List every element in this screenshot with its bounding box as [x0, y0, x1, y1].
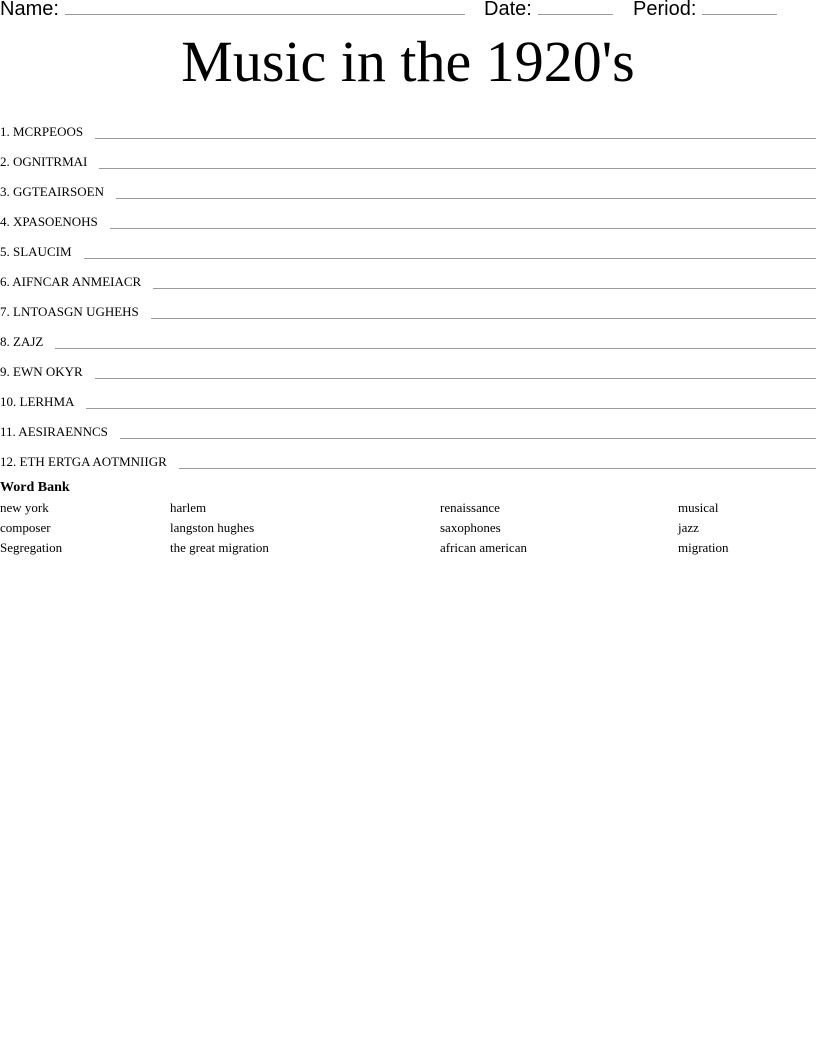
- answer-line: [179, 468, 816, 469]
- scramble-item: [0, 201, 816, 231]
- word-bank-word: saxophones: [440, 520, 501, 535]
- word-bank-word: migration: [678, 540, 729, 555]
- scramble-item: [0, 291, 816, 321]
- period-blank: [702, 0, 777, 15]
- word-bank-word: african american: [440, 540, 527, 555]
- scramble-item: [0, 411, 816, 441]
- scramble-label: 3. GGTEAIRSOEN: [0, 184, 104, 199]
- answer-line: [110, 228, 816, 229]
- scramble-item: [0, 261, 816, 291]
- date-field: [484, 0, 613, 20]
- scramble-label: 11. AESIRAENNCS: [0, 424, 108, 439]
- scramble-item: [0, 441, 816, 471]
- word-bank-word: new york: [0, 500, 49, 515]
- word-bank-word: langston hughes: [170, 520, 255, 535]
- answer-line: [151, 318, 816, 319]
- word-bank-word: musical: [678, 500, 719, 515]
- scramble-label: 12. ETH ERTGA AOTMNIIGR: [0, 454, 167, 469]
- answer-line: [116, 198, 816, 199]
- period-field: [633, 0, 777, 20]
- scramble-label: 10. LERHMA: [0, 394, 75, 409]
- answer-line: [99, 168, 816, 169]
- date-label: Date:: [484, 0, 532, 20]
- scramble-label: 9. EWN OKYR: [0, 364, 83, 379]
- scramble-label: 2. OGNITRMAI: [0, 154, 88, 169]
- scramble-item: [0, 321, 816, 351]
- word-bank: [0, 479, 816, 559]
- word-bank-word: the great migration: [170, 540, 269, 555]
- scramble-list: [0, 111, 816, 471]
- word-bank-word: Segregation: [0, 540, 63, 555]
- scramble-item: [0, 141, 816, 171]
- word-bank-word: jazz: [678, 520, 699, 535]
- header: [0, 0, 816, 24]
- word-bank-word: composer: [0, 520, 51, 535]
- scramble-item: [0, 381, 816, 411]
- date-blank: [538, 0, 613, 15]
- scramble-label: 5. SLAUCIM: [0, 244, 72, 259]
- word-bank-row: [0, 499, 816, 519]
- scramble-label: 1. MCRPEOOS: [0, 124, 84, 139]
- name-label: Name:: [0, 0, 59, 20]
- scramble-item: [0, 231, 816, 261]
- answer-line: [120, 438, 816, 439]
- word-bank-row: [0, 539, 816, 559]
- page-title: Music in the 1920's: [181, 29, 635, 94]
- word-bank-word: renaissance: [440, 500, 500, 515]
- word-bank-row: [0, 519, 816, 539]
- answer-line: [84, 258, 816, 259]
- name-blank: [65, 0, 465, 15]
- answer-line: [55, 348, 816, 349]
- answer-line: [95, 378, 816, 379]
- scramble-label: 7. LNTOASGN UGHEHS: [0, 304, 139, 319]
- scramble-label: 6. AIFNCAR ANMEIACR: [0, 274, 142, 289]
- period-label: Period:: [633, 0, 697, 20]
- scramble-item: [0, 351, 816, 381]
- scramble-item: [0, 171, 816, 201]
- answer-line: [95, 138, 816, 139]
- word-bank-title: Word Bank: [0, 480, 70, 495]
- answer-line: [153, 288, 816, 289]
- name-field: [0, 0, 465, 20]
- word-bank-word: harlem: [170, 500, 207, 515]
- scramble-label: 4. XPASOENOHS: [0, 214, 98, 229]
- answer-line: [86, 408, 816, 409]
- scramble-label: 8. ZAJZ: [0, 334, 44, 349]
- scramble-item: [0, 111, 816, 141]
